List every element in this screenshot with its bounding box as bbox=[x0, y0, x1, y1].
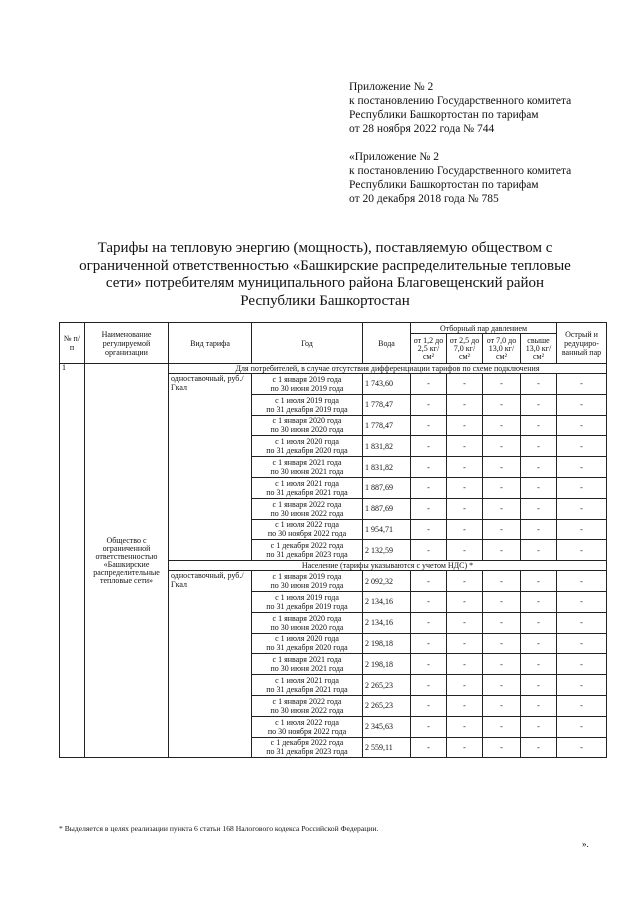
dash-cell: - bbox=[557, 571, 607, 592]
table-body bbox=[60, 364, 607, 758]
dash-cell: - bbox=[557, 675, 607, 696]
period-end: по 31 декабря 2021 года bbox=[266, 685, 348, 695]
period-end: по 31 декабря 2023 года bbox=[266, 550, 348, 560]
dash-cell: - bbox=[483, 716, 521, 737]
water-value: 1 887,69 bbox=[363, 498, 411, 519]
dash-cell: - bbox=[411, 415, 447, 436]
dash-cell: - bbox=[447, 737, 483, 758]
period-end: по 30 июня 2021 года bbox=[270, 664, 344, 674]
table-header bbox=[60, 323, 607, 364]
appendix-header-current bbox=[349, 80, 619, 136]
period-cell bbox=[252, 498, 363, 519]
dash-cell: - bbox=[557, 654, 607, 675]
row-number: 1 bbox=[60, 364, 85, 758]
appendix-line: от 20 декабря 2018 года № 785 bbox=[349, 193, 499, 205]
dash-cell: - bbox=[521, 675, 557, 696]
dash-cell: - bbox=[411, 716, 447, 737]
dash-cell: - bbox=[557, 695, 607, 716]
water-value: 1 831,82 bbox=[363, 457, 411, 478]
period-end: по 31 декабря 2023 года bbox=[266, 747, 348, 757]
dash-cell: - bbox=[447, 498, 483, 519]
dash-cell: - bbox=[557, 436, 607, 457]
col-header-num: № п/п bbox=[60, 323, 85, 364]
section-label: Население (тарифы указываются с учетом НДС) * bbox=[169, 561, 607, 571]
water-value: 1 743,60 bbox=[363, 374, 411, 395]
appendix-header-original bbox=[349, 150, 619, 206]
water-value: 1 778,47 bbox=[363, 415, 411, 436]
dash-cell: - bbox=[447, 633, 483, 654]
dash-cell: - bbox=[557, 477, 607, 498]
dash-cell: - bbox=[411, 540, 447, 561]
dash-cell: - bbox=[557, 737, 607, 758]
dash-cell: - bbox=[447, 374, 483, 395]
period-start: с 1 января 2020 года bbox=[272, 416, 342, 426]
period-end: по 30 июня 2021 года bbox=[270, 467, 344, 477]
period-end: по 30 июня 2022 года bbox=[270, 705, 344, 715]
period-end: по 30 ноября 2022 года bbox=[267, 726, 347, 736]
dash-cell: - bbox=[483, 654, 521, 675]
water-value: 1 954,71 bbox=[363, 519, 411, 540]
appendix-line: «Приложение № 2 bbox=[349, 151, 439, 163]
water-value: 2 265,23 bbox=[363, 695, 411, 716]
period-start: с 1 января 2019 года bbox=[272, 374, 342, 384]
title-line: сети» потребителям муниципального района Благовещенский район bbox=[105, 275, 545, 291]
dash-cell: - bbox=[557, 540, 607, 561]
dash-cell: - bbox=[521, 457, 557, 478]
col-header-p3: от 7,0 до 13,0 кг/см² bbox=[483, 334, 521, 364]
dash-cell: - bbox=[483, 374, 521, 395]
period-start: с 1 июля 2022 года bbox=[275, 717, 339, 727]
water-value: 2 092,32 bbox=[363, 571, 411, 592]
col-header-year: Год bbox=[252, 323, 363, 364]
period-start: с 1 июля 2022 года bbox=[275, 520, 339, 530]
period-cell bbox=[252, 695, 363, 716]
dash-cell: - bbox=[447, 436, 483, 457]
section-row bbox=[60, 364, 607, 374]
title-line: Республики Башкортостан bbox=[240, 292, 410, 309]
water-value: 1 831,82 bbox=[363, 436, 411, 457]
period-cell bbox=[252, 571, 363, 592]
period-start: с 1 января 2020 года bbox=[272, 613, 342, 623]
period-start: с 1 июля 2019 года bbox=[275, 395, 339, 405]
water-value: 2 134,16 bbox=[363, 591, 411, 612]
period-start: с 1 июля 2021 года bbox=[275, 676, 339, 686]
period-start: с 1 июля 2020 года bbox=[275, 437, 339, 447]
appendix-line: к постановлению Государственного комитета bbox=[349, 95, 572, 107]
col-header-water: Вода bbox=[363, 323, 411, 364]
dash-cell: - bbox=[447, 519, 483, 540]
dash-cell: - bbox=[521, 612, 557, 633]
dash-cell: - bbox=[483, 591, 521, 612]
dash-cell: - bbox=[557, 394, 607, 415]
dash-cell: - bbox=[483, 477, 521, 498]
dash-cell: - bbox=[483, 633, 521, 654]
dash-cell: - bbox=[447, 716, 483, 737]
period-start: с 1 июля 2021 года bbox=[275, 478, 339, 488]
dash-cell: - bbox=[447, 457, 483, 478]
dash-cell: - bbox=[521, 415, 557, 436]
period-cell bbox=[252, 374, 363, 395]
dash-cell: - bbox=[447, 675, 483, 696]
dash-cell: - bbox=[483, 695, 521, 716]
dash-cell: - bbox=[557, 633, 607, 654]
dash-cell: - bbox=[411, 737, 447, 758]
document-title bbox=[60, 240, 590, 310]
dash-cell: - bbox=[483, 498, 521, 519]
organization-name: Общество с ограниченной ответственностью «Башкирские распределительные тепловые сети» bbox=[85, 364, 169, 758]
water-value: 2 134,16 bbox=[363, 612, 411, 633]
dash-cell: - bbox=[447, 695, 483, 716]
appendix-line: Республики Башкортостан по тарифам bbox=[349, 179, 539, 191]
dash-cell: - bbox=[521, 571, 557, 592]
period-end: по 30 июня 2020 года bbox=[270, 622, 344, 632]
dash-cell: - bbox=[521, 477, 557, 498]
period-cell bbox=[252, 612, 363, 633]
dash-cell: - bbox=[521, 695, 557, 716]
dash-cell: - bbox=[447, 612, 483, 633]
dash-cell: - bbox=[483, 540, 521, 561]
title-line: ограниченной ответственностью «Башкирские распределительные тепловые bbox=[79, 257, 571, 274]
water-value: 2 198,18 bbox=[363, 633, 411, 654]
period-cell bbox=[252, 654, 363, 675]
dash-cell: - bbox=[411, 498, 447, 519]
dash-cell: - bbox=[521, 591, 557, 612]
period-end: по 30 ноября 2022 года bbox=[267, 529, 347, 539]
dash-cell: - bbox=[521, 394, 557, 415]
dash-cell: - bbox=[521, 633, 557, 654]
appendix-line: Приложение № 2 bbox=[349, 81, 434, 93]
period-end: по 31 декабря 2019 года bbox=[266, 404, 348, 414]
dash-cell: - bbox=[411, 571, 447, 592]
dash-cell: - bbox=[483, 612, 521, 633]
period-start: с 1 декабря 2022 года bbox=[270, 738, 344, 748]
dash-cell: - bbox=[521, 436, 557, 457]
col-header-tariff-type: Вид тарифа bbox=[169, 323, 252, 364]
period-start: с 1 января 2022 года bbox=[272, 696, 342, 706]
dash-cell: - bbox=[411, 633, 447, 654]
period-start: с 1 декабря 2022 года bbox=[270, 541, 344, 551]
water-value: 2 198,18 bbox=[363, 654, 411, 675]
section-label: Для потребителей, в случае отсутствия дифференциации тарифов по схеме подключения bbox=[169, 364, 607, 374]
period-start: с 1 января 2022 года bbox=[272, 499, 342, 509]
dash-cell: - bbox=[447, 477, 483, 498]
period-cell bbox=[252, 457, 363, 478]
dash-cell: - bbox=[411, 374, 447, 395]
dash-cell: - bbox=[557, 415, 607, 436]
water-value: 2 265,23 bbox=[363, 675, 411, 696]
dash-cell: - bbox=[411, 457, 447, 478]
period-start: с 1 января 2019 года bbox=[272, 572, 342, 582]
dash-cell: - bbox=[521, 654, 557, 675]
period-end: по 31 декабря 2021 года bbox=[266, 487, 348, 497]
dash-cell: - bbox=[557, 591, 607, 612]
period-end: по 31 декабря 2020 года bbox=[266, 446, 348, 456]
period-cell bbox=[252, 436, 363, 457]
dash-cell: - bbox=[557, 498, 607, 519]
dash-cell: - bbox=[521, 519, 557, 540]
dash-cell: - bbox=[557, 716, 607, 737]
period-start: с 1 июля 2020 года bbox=[275, 634, 339, 644]
dash-cell: - bbox=[411, 477, 447, 498]
col-header-org: Наименование регулируемой организации bbox=[85, 323, 169, 364]
dash-cell: - bbox=[447, 591, 483, 612]
dash-cell: - bbox=[411, 612, 447, 633]
period-start: с 1 января 2021 года bbox=[272, 655, 342, 665]
appendix-line: Республики Башкортостан по тарифам bbox=[349, 109, 539, 121]
footnote: * Выделяется в целях реализации пункта 6 статьи 168 Налогового кодекса Российской Федерации. bbox=[59, 824, 379, 833]
dash-cell: - bbox=[411, 519, 447, 540]
col-header-sharp-steam: Острый и редуциро-ванный пар bbox=[557, 323, 607, 364]
closing-quote: ». bbox=[582, 839, 589, 849]
dash-cell: - bbox=[483, 737, 521, 758]
period-start: с 1 июля 2019 года bbox=[275, 592, 339, 602]
period-end: по 31 декабря 2020 года bbox=[266, 643, 348, 653]
period-cell bbox=[252, 737, 363, 758]
period-end: по 31 декабря 2019 года bbox=[266, 601, 348, 611]
tariff-type: одноставочный, руб./Гкал bbox=[169, 571, 252, 758]
dash-cell: - bbox=[483, 415, 521, 436]
dash-cell: - bbox=[557, 374, 607, 395]
dash-cell: - bbox=[447, 571, 483, 592]
water-value: 1 887,69 bbox=[363, 477, 411, 498]
title-line: Тарифы на тепловую энергию (мощность), поставляемую обществом с bbox=[97, 240, 553, 256]
dash-cell: - bbox=[447, 540, 483, 561]
dash-cell: - bbox=[483, 675, 521, 696]
period-end: по 30 июня 2022 года bbox=[270, 508, 344, 518]
period-start: с 1 января 2021 года bbox=[272, 458, 342, 468]
dash-cell: - bbox=[521, 540, 557, 561]
dash-cell: - bbox=[483, 571, 521, 592]
period-cell bbox=[252, 675, 363, 696]
dash-cell: - bbox=[411, 591, 447, 612]
appendix-line: от 28 ноября 2022 года № 744 bbox=[349, 123, 495, 135]
dash-cell: - bbox=[447, 415, 483, 436]
col-header-p2: от 2,5 до 7,0 кг/см² bbox=[447, 334, 483, 364]
dash-cell: - bbox=[557, 457, 607, 478]
dash-cell: - bbox=[557, 519, 607, 540]
period-end: по 30 июня 2019 года bbox=[270, 383, 344, 393]
dash-cell: - bbox=[483, 394, 521, 415]
dash-cell: - bbox=[521, 716, 557, 737]
dash-cell: - bbox=[411, 695, 447, 716]
water-value: 1 778,47 bbox=[363, 394, 411, 415]
dash-cell: - bbox=[557, 612, 607, 633]
period-end: по 30 июня 2019 года bbox=[270, 581, 344, 591]
col-header-steam: Отборный пар давлением bbox=[411, 323, 557, 334]
dash-cell: - bbox=[483, 436, 521, 457]
col-header-p4: свыше 13,0 кг/см² bbox=[521, 334, 557, 364]
period-cell bbox=[252, 394, 363, 415]
period-end: по 30 июня 2020 года bbox=[270, 425, 344, 435]
dash-cell: - bbox=[447, 394, 483, 415]
water-value: 2 132,59 bbox=[363, 540, 411, 561]
period-cell bbox=[252, 477, 363, 498]
dash-cell: - bbox=[411, 654, 447, 675]
period-cell bbox=[252, 415, 363, 436]
appendix-line: к постановлению Государственного комитета bbox=[349, 165, 572, 177]
dash-cell: - bbox=[483, 519, 521, 540]
period-cell bbox=[252, 591, 363, 612]
tariff-table bbox=[59, 322, 607, 758]
period-cell bbox=[252, 519, 363, 540]
dash-cell: - bbox=[521, 498, 557, 519]
period-cell bbox=[252, 716, 363, 737]
dash-cell: - bbox=[521, 737, 557, 758]
period-cell bbox=[252, 633, 363, 654]
tariff-type: одноставочный, руб./Гкал bbox=[169, 374, 252, 561]
water-value: 2 559,11 bbox=[363, 737, 411, 758]
col-header-p1: от 1,2 до 2,5 кг/см² bbox=[411, 334, 447, 364]
water-value: 2 345,63 bbox=[363, 716, 411, 737]
dash-cell: - bbox=[521, 374, 557, 395]
dash-cell: - bbox=[411, 436, 447, 457]
dash-cell: - bbox=[411, 394, 447, 415]
period-cell bbox=[252, 540, 363, 561]
dash-cell: - bbox=[447, 654, 483, 675]
dash-cell: - bbox=[483, 457, 521, 478]
dash-cell: - bbox=[411, 675, 447, 696]
